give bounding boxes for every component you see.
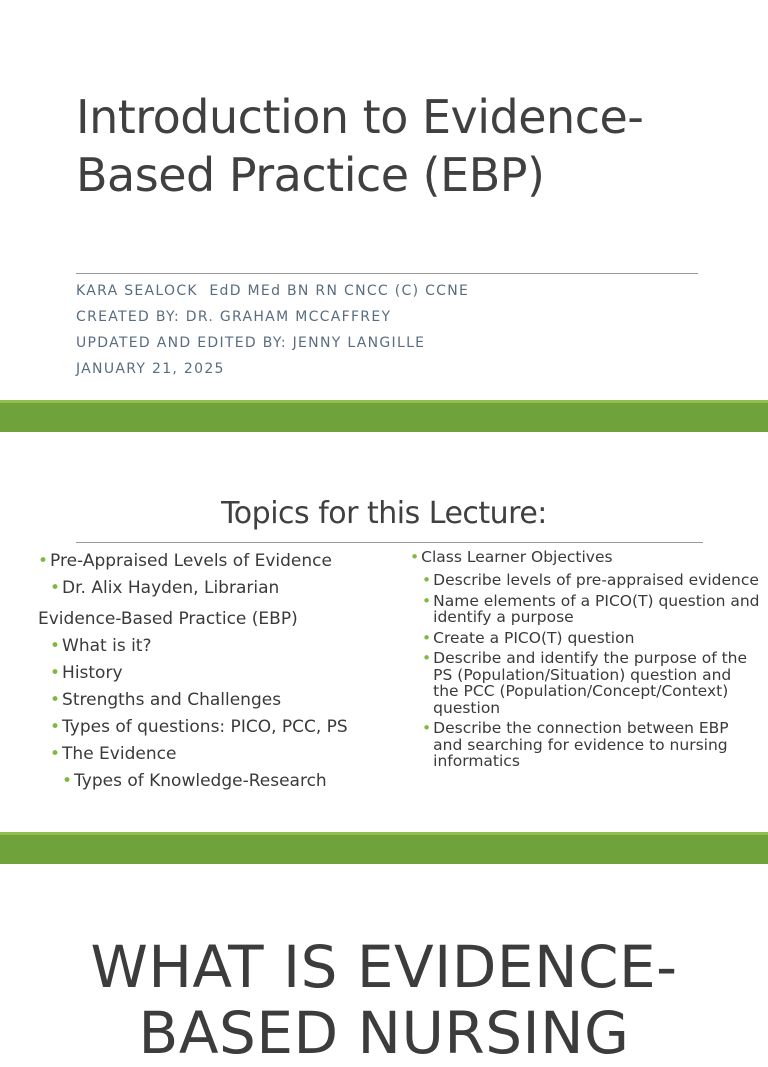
- bullet-icon: •: [422, 571, 432, 589]
- list-item: [38, 548, 378, 575]
- bullet-icon: •: [422, 719, 432, 737]
- list-item-text: Strengths and Challenges: [62, 690, 282, 710]
- bullet-icon: •: [62, 771, 73, 791]
- date-line: JANUARY 21, 2025: [76, 361, 225, 377]
- title-line-2: Based Practice (EBP): [76, 148, 545, 202]
- slide-separator: [0, 400, 768, 432]
- bullet-icon: •: [422, 591, 432, 610]
- edited-by-line: UPDATED AND EDITED BY: JENNY LANGILLE: [76, 335, 426, 351]
- list-item-text: Name elements of a PICO(T) question and identify a purpose: [433, 591, 760, 626]
- list-item-text: The Evidence: [62, 744, 177, 764]
- list-item: [422, 650, 760, 716]
- list-item-text: Create a PICO(T) question: [433, 628, 635, 647]
- slide-1: [0, 0, 768, 400]
- list-item-text: Types of Knowledge-Research: [74, 771, 327, 791]
- bullet-icon: •: [410, 548, 420, 566]
- list-item: [62, 768, 378, 795]
- list-item: [422, 593, 760, 626]
- list-item: [38, 606, 378, 633]
- list-item: [422, 572, 760, 589]
- list-item: [50, 575, 378, 602]
- slide-3: [0, 864, 768, 1067]
- bullet-icon: •: [422, 649, 432, 667]
- bullet-icon: •: [50, 578, 61, 598]
- list-item: [50, 660, 378, 687]
- list-item-text: Class Learner Objectives: [421, 548, 613, 566]
- bullet-icon: •: [50, 717, 61, 737]
- list-item-text: Dr. Alix Hayden, Librarian: [62, 578, 280, 598]
- list-item: [50, 741, 378, 768]
- bullet-icon: •: [50, 663, 61, 683]
- slide-3-title-line-2: BASED NURSING: [138, 999, 630, 1067]
- author-line: KARA SEALOCK EdD MEd BN RN CNCC (C) CCNE: [76, 283, 470, 299]
- list-item-text: Describe the connection between EBP and searching for evidence to nursing informatics: [433, 719, 729, 770]
- title-line-1: Introduction to Evidence-: [76, 90, 644, 144]
- list-item-text: Describe and identify the purpose of the PS (Population/Situation) question and the PCC (Population/Concept/Context) question: [433, 649, 748, 717]
- list-item: [422, 630, 760, 647]
- list-item-text: Evidence-Based Practice (EBP): [38, 609, 298, 629]
- bullet-icon: •: [50, 636, 61, 656]
- bullet-icon: •: [38, 551, 49, 571]
- created-by-line: CREATED BY: DR. GRAHAM MCCAFFREY: [76, 309, 392, 325]
- slide-1-title: [76, 88, 716, 204]
- title-divider: [76, 273, 698, 274]
- list-item: [50, 633, 378, 660]
- list-item: [422, 720, 760, 770]
- bullet-icon: •: [422, 628, 432, 647]
- list-item-text: Pre-Appraised Levels of Evidence: [50, 551, 332, 571]
- slide-separator: [0, 832, 768, 864]
- left-column: [38, 548, 378, 795]
- title-divider: [76, 542, 703, 543]
- bullet-icon: •: [50, 744, 61, 764]
- slide-3-title: [0, 934, 768, 1066]
- slide-2: [0, 432, 768, 832]
- list-item-text: What is it?: [62, 636, 152, 656]
- slide-2-title: Topics for this Lecture:: [221, 496, 547, 531]
- right-column: [410, 546, 760, 770]
- list-item: [50, 687, 378, 714]
- bullet-icon: •: [50, 690, 61, 710]
- list-item: [50, 714, 378, 741]
- list-item-text: History: [62, 663, 123, 683]
- list-item-text: Describe levels of pre-appraised evidence: [433, 571, 759, 589]
- slide-1-subtitle: [76, 278, 716, 382]
- slide-3-title-line-1: WHAT IS EVIDENCE-: [90, 933, 678, 1001]
- list-item: [410, 546, 760, 568]
- list-item-text: Types of questions: PICO, PCC, PS: [62, 717, 348, 737]
